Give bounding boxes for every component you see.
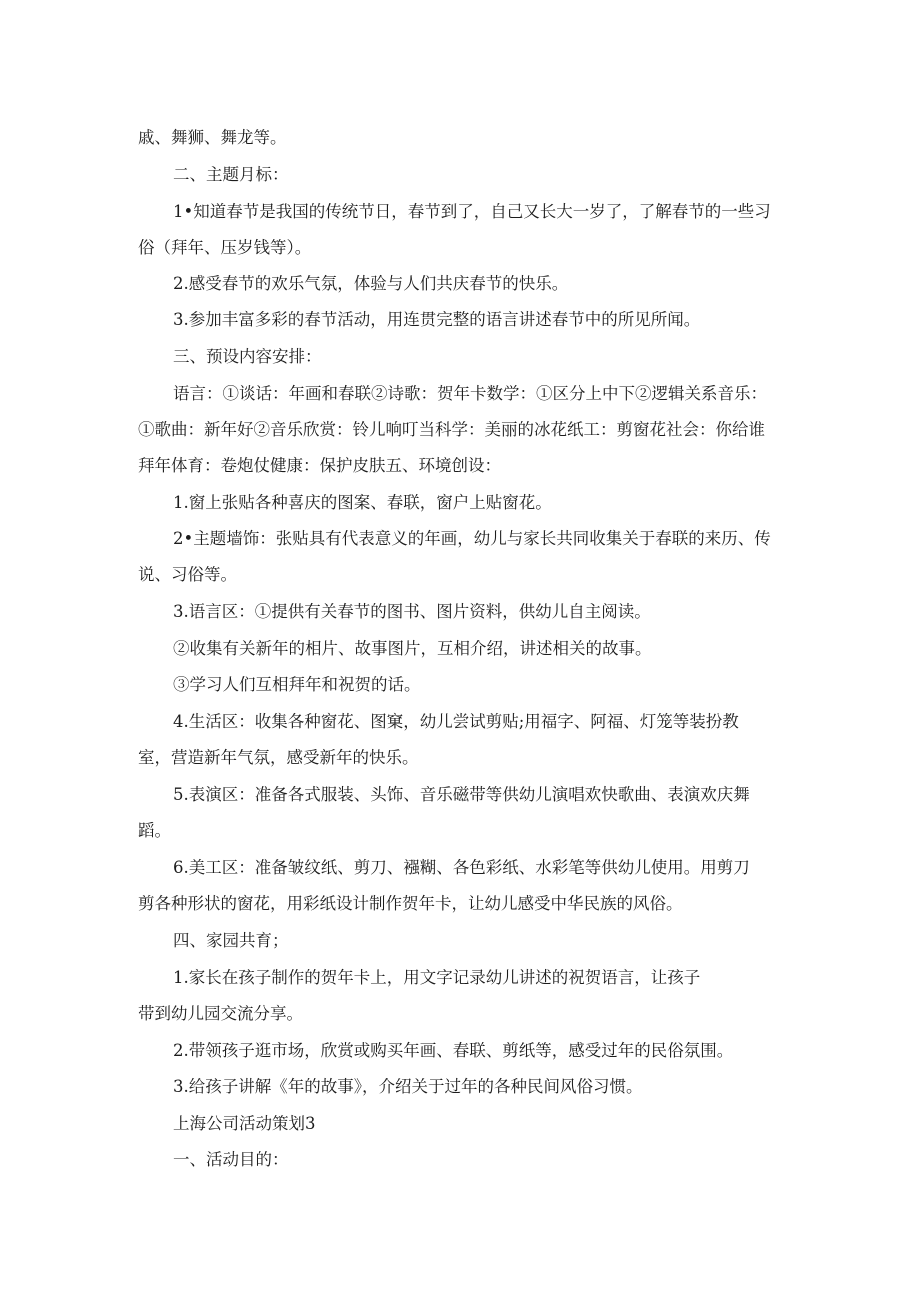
text-line: 3.语言区：①提供有关春节的图书、图片资料，供幼儿自主阅读。	[173, 602, 651, 621]
text-line: 6.美工区：准备皱纹纸、剪刀、襁糊、各色彩纸、水彩笔等供幼儿使用。用剪刀	[173, 858, 750, 877]
text-line: 戚、舞狮、舞龙等。	[138, 128, 287, 147]
text-line: 1.家长在孩子制作的贺年卡上，用文字记录幼儿讲述的祝贺语言，让孩子	[173, 968, 701, 987]
text-line: 带到幼儿园交流分享。	[138, 1004, 303, 1023]
text-line: 室，营造新年气氛，感受新年的快乐。	[138, 748, 419, 767]
text-line: 俗（拜年、压岁钱等）。	[138, 238, 312, 257]
section-heading: 一、活动目的：	[173, 1150, 289, 1169]
text-line: 5.表演区：准备各式服装、头饰、音乐磁带等供幼儿演唱欢快歌曲、表演欢庆舞	[173, 785, 750, 804]
text-line: 说、习俗等。	[138, 565, 237, 584]
text-line: 1.窗上张贴各种喜庆的图案、春联，窗户上贴窗花。	[173, 493, 552, 512]
section-heading: 三、预设内容安排：	[173, 347, 322, 366]
text-line: 4.生活区：收集各种窗花、图窠，幼儿尝试剪贴;用福字、阿福、灯笼等装扮教	[173, 712, 739, 731]
text-line: 语言：①谈话：年画和春联②诗歌：贺年卡数学：①区分上中下②逻辑关系音乐：	[173, 384, 767, 403]
text-line: 3.参加丰富多彩的春节活动，用连贯完整的语言讲述春节中的所见所闻。	[173, 310, 701, 329]
document-title: 上海公司活动策划3	[173, 1114, 316, 1133]
text-line: 拜年体育：卷炮仗健康：保护皮肤五、环境创设：	[138, 456, 501, 475]
text-line: ②收集有关新年的相片、故事图片，互相介绍，讲述相关的故事。	[173, 639, 652, 658]
text-line: ①歌曲：新年好②音乐欣赏：铃儿响叮当科学：美丽的冰花纸工：剪窗花社会：你给谁	[138, 420, 765, 439]
text-line: 2•主题墙饰：张贴具有代表意义的年画，幼儿与家长共同收集关于春联的来历、传	[173, 529, 771, 548]
text-line: 3.给孩子讲解《年的故事》，介绍关于过年的各种民间风俗习惯。	[173, 1077, 643, 1096]
section-heading: 四、家园共育；	[173, 931, 289, 950]
text-line: 1•知道春节是我国的传统节日，春节到了，自己又长大一岁了，了解春节的一些习	[173, 202, 771, 221]
text-line: 2.带领孩子逛市场，欣赏或购买年画、春联、剪纸等，感受过年的民俗氛围。	[173, 1041, 734, 1060]
text-line: 剪各种形状的窗花，用彩纸设计制作贺年卡，让幼儿感受中华民族的风俗。	[138, 894, 683, 913]
section-heading: 二、主题月标：	[173, 165, 289, 184]
text-line: 2.感受春节的欢乐气氛，体验与人们共庆春节的快乐。	[173, 274, 569, 293]
text-line: 蹈。	[138, 821, 171, 840]
text-line: ③学习人们互相拜年和祝贺的话。	[173, 675, 421, 694]
